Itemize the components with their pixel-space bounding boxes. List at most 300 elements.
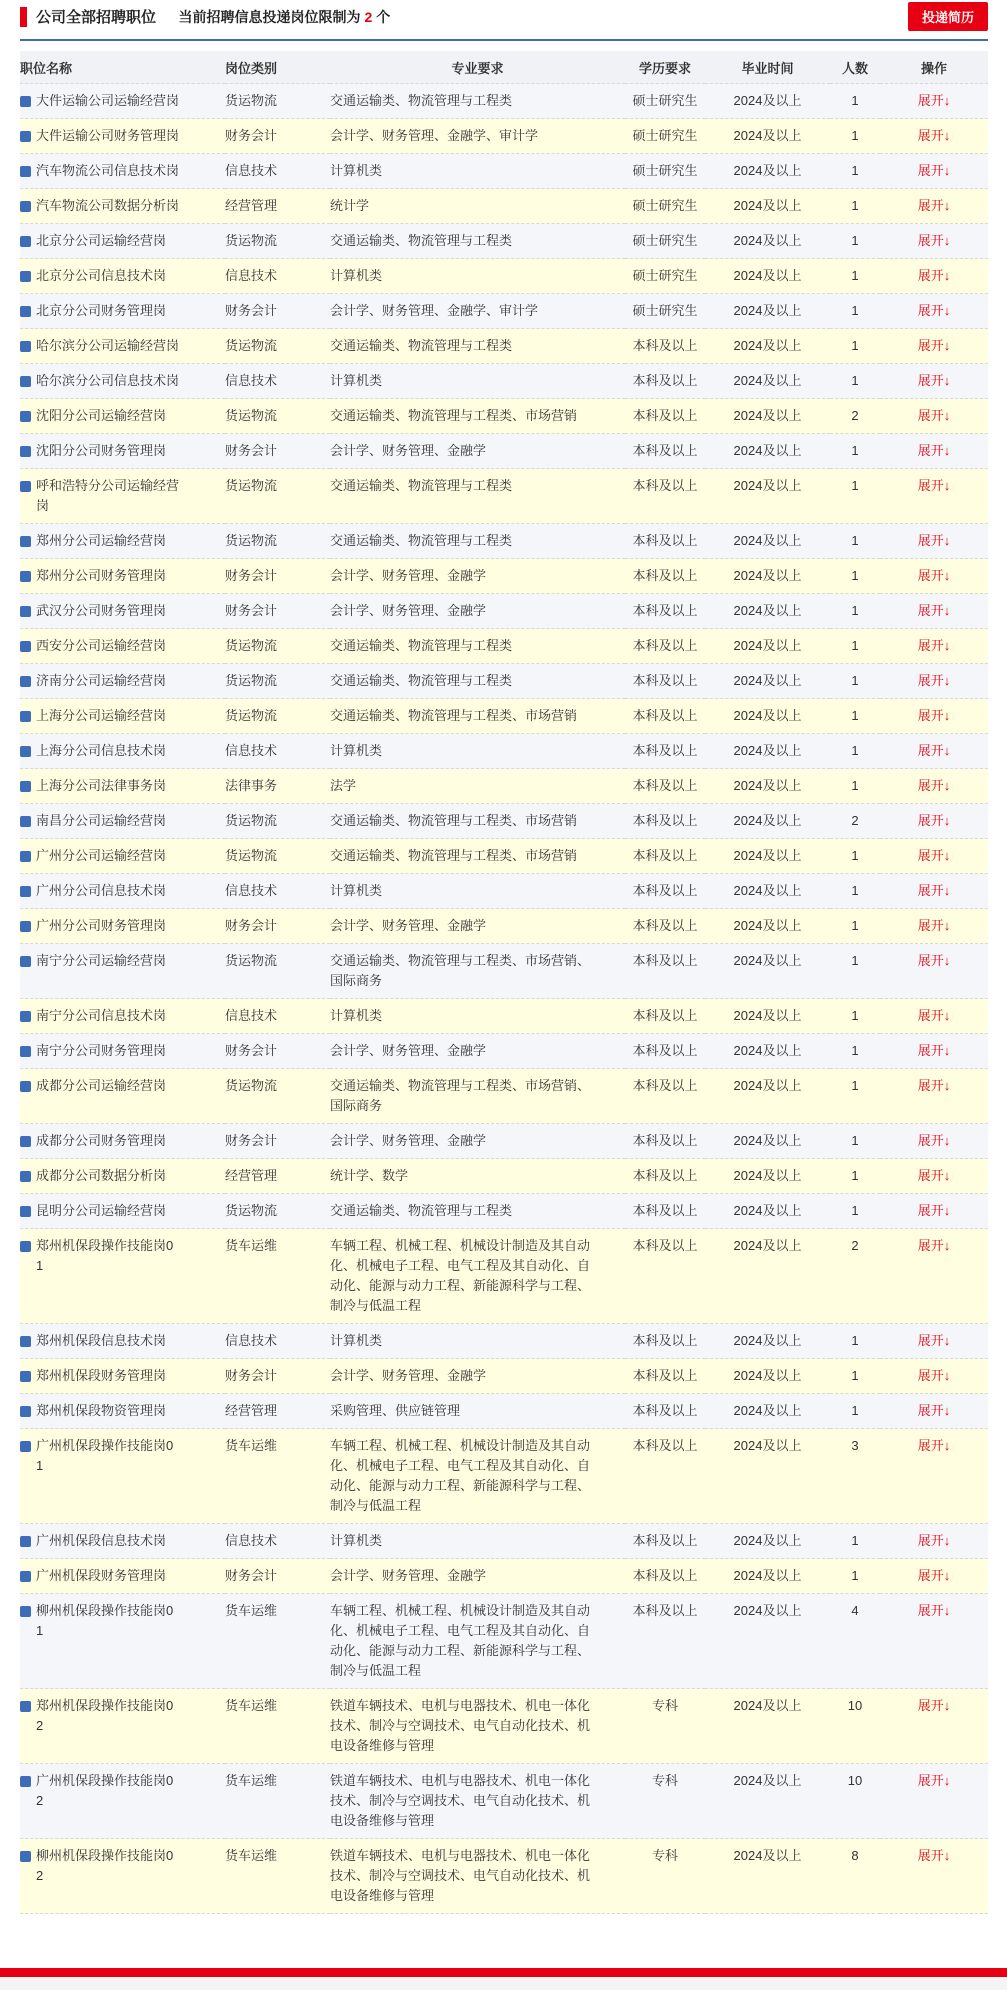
job-name-text: 大件运输公司财务管理岗: [36, 128, 180, 143]
cell-majors: [330, 909, 625, 944]
job-bullet-icon: [20, 306, 31, 317]
job-bullet-icon: [20, 1371, 31, 1382]
cell-count: 1: [830, 734, 880, 769]
majors-text: 交通运输类、物流管理与工程类: [330, 233, 513, 248]
job-name-text: 郑州机保段信息技术岗: [36, 1333, 167, 1348]
job-bullet-icon: [20, 1406, 31, 1417]
job-name-text: 郑州分公司运输经营岗: [36, 533, 167, 548]
cell-graduation: 2024及以上: [705, 664, 830, 699]
job-name-text: 广州分公司财务管理岗: [36, 918, 167, 933]
expand-link[interactable]: 展开↓: [917, 1438, 951, 1453]
cell-graduation: 2024及以上: [705, 294, 830, 329]
job-name-text: 上海分公司法律事务岗: [36, 778, 167, 793]
footer-gray-strip: [0, 1977, 1007, 1990]
cell-count: 1: [830, 1559, 880, 1594]
cell-action: [880, 909, 988, 944]
cell-action: [880, 1229, 988, 1324]
job-bullet-icon: [20, 816, 31, 827]
cell-majors: [330, 699, 625, 734]
cell-education: 硕士研究生: [625, 119, 705, 154]
cell-education: 本科及以上: [625, 524, 705, 559]
cell-category: 财务会计: [225, 909, 330, 944]
cell-count: 10: [830, 1764, 880, 1839]
title-accent-bar: [20, 7, 27, 27]
cell-majors: [330, 1524, 625, 1559]
cell-category: 货车运维: [225, 1839, 330, 1914]
expand-link[interactable]: 展开↓: [917, 198, 951, 213]
cell-action: [880, 154, 988, 189]
cell-action: [880, 699, 988, 734]
cell-count: 1: [830, 1069, 880, 1124]
cell-action: [880, 1159, 988, 1194]
expand-link[interactable]: 展开↓: [917, 848, 951, 863]
expand-link[interactable]: 展开↓: [917, 1043, 951, 1058]
job-name-text: 郑州分公司财务管理岗: [36, 568, 167, 583]
cell-majors: [330, 629, 625, 664]
submit-resume-button[interactable]: 投递简历: [908, 2, 988, 31]
cell-graduation: 2024及以上: [705, 1034, 830, 1069]
cell-count: 4: [830, 1594, 880, 1689]
cell-education: 本科及以上: [625, 1429, 705, 1524]
job-name-text: 郑州机保段操作技能岗02: [36, 1698, 174, 1733]
expand-link[interactable]: 展开↓: [917, 268, 951, 283]
expand-link[interactable]: 展开↓: [917, 1698, 951, 1713]
cell-education: 本科及以上: [625, 559, 705, 594]
job-name-text: 柳州机保段操作技能岗02: [36, 1848, 174, 1883]
job-name-text: 广州分公司信息技术岗: [36, 883, 167, 898]
job-name-text: 沈阳分公司运输经营岗: [36, 408, 167, 423]
majors-text: 会计学、财务管理、金融学: [330, 603, 487, 618]
cell-graduation: 2024及以上: [705, 469, 830, 524]
cell-position-name: [20, 329, 225, 364]
expand-link[interactable]: 展开↓: [917, 883, 951, 898]
cell-education: 本科及以上: [625, 594, 705, 629]
cell-majors: [330, 804, 625, 839]
cell-education: 硕士研究生: [625, 224, 705, 259]
cell-action: [880, 999, 988, 1034]
cell-count: 1: [830, 1359, 880, 1394]
cell-graduation: 2024及以上: [705, 224, 830, 259]
cell-count: 1: [830, 999, 880, 1034]
column-header-majors: 专业要求: [330, 51, 625, 84]
cell-education: 本科及以上: [625, 469, 705, 524]
majors-text: 交通运输类、物流管理与工程类: [330, 338, 513, 353]
cell-action: [880, 1394, 988, 1429]
cell-position-name: [20, 1069, 225, 1124]
cell-majors: [330, 1429, 625, 1524]
cell-action: [880, 364, 988, 399]
cell-majors: [330, 1764, 625, 1839]
majors-text: 交通运输类、物流管理与工程类: [330, 93, 513, 108]
cell-action: [880, 1839, 988, 1914]
cell-count: 1: [830, 909, 880, 944]
cell-count: 1: [830, 469, 880, 524]
cell-category: 货车运维: [225, 1429, 330, 1524]
cell-education: 本科及以上: [625, 364, 705, 399]
cell-count: 1: [830, 839, 880, 874]
job-bullet-icon: [20, 1336, 31, 1347]
majors-text: 会计学、财务管理、金融学、审计学: [330, 128, 539, 143]
cell-graduation: 2024及以上: [705, 1359, 830, 1394]
job-name-text: 汽车物流公司数据分析岗: [36, 198, 180, 213]
cell-education: 本科及以上: [625, 399, 705, 434]
column-header-count: 人数: [830, 51, 880, 84]
cell-graduation: 2024及以上: [705, 524, 830, 559]
cell-count: 1: [830, 944, 880, 999]
cell-position-name: [20, 1689, 225, 1764]
job-name-text: 哈尔滨分公司运输经营岗: [36, 338, 180, 353]
cell-position-name: [20, 189, 225, 224]
job-bullet-icon: [20, 1851, 31, 1862]
job-bullet-icon: [20, 1701, 31, 1712]
cell-position-name: [20, 119, 225, 154]
cell-graduation: 2024及以上: [705, 259, 830, 294]
cell-count: 1: [830, 874, 880, 909]
expand-link[interactable]: 展开↓: [917, 1133, 951, 1148]
table-row: [20, 1124, 988, 1159]
table-row: [20, 1034, 988, 1069]
cell-graduation: 2024及以上: [705, 699, 830, 734]
cell-position-name: [20, 629, 225, 664]
cell-category: 货运物流: [225, 839, 330, 874]
cell-majors: [330, 189, 625, 224]
table-row: [20, 594, 988, 629]
job-bullet-icon: [20, 746, 31, 757]
cell-count: 1: [830, 1034, 880, 1069]
expand-link[interactable]: 展开↓: [917, 953, 951, 968]
cell-majors: [330, 1689, 625, 1764]
majors-text: 交通运输类、物流管理与工程类: [330, 673, 513, 688]
table-row: [20, 999, 988, 1034]
expand-link[interactable]: 展开↓: [917, 568, 951, 583]
cell-position-name: [20, 909, 225, 944]
cell-category: 财务会计: [225, 1559, 330, 1594]
expand-link[interactable]: 展开↓: [917, 1403, 951, 1418]
expand-link[interactable]: 展开↓: [917, 813, 951, 828]
expand-link[interactable]: 展开↓: [917, 233, 951, 248]
cell-count: 1: [830, 189, 880, 224]
table-row: [20, 1689, 988, 1764]
job-name-text: 汽车物流公司信息技术岗: [36, 163, 180, 178]
cell-position-name: [20, 1324, 225, 1359]
cell-majors: [330, 839, 625, 874]
cell-graduation: 2024及以上: [705, 734, 830, 769]
cell-position-name: [20, 294, 225, 329]
expand-link[interactable]: 展开↓: [917, 303, 951, 318]
cell-education: 硕士研究生: [625, 84, 705, 119]
cell-majors: [330, 1359, 625, 1394]
expand-link[interactable]: 展开↓: [917, 478, 951, 493]
expand-link[interactable]: 展开↓: [917, 1533, 951, 1548]
cell-education: 本科及以上: [625, 1069, 705, 1124]
job-bullet-icon: [20, 446, 31, 457]
cell-graduation: 2024及以上: [705, 999, 830, 1034]
cell-majors: [330, 84, 625, 119]
cell-majors: [330, 734, 625, 769]
job-name-text: 北京分公司运输经营岗: [36, 233, 167, 248]
cell-category: 财务会计: [225, 1124, 330, 1159]
majors-text: 统计学: [330, 198, 370, 213]
job-bullet-icon: [20, 1241, 31, 1252]
cell-position-name: [20, 999, 225, 1034]
table-row: [20, 1069, 988, 1124]
expand-link[interactable]: 展开↓: [917, 1568, 951, 1583]
cell-action: [880, 1429, 988, 1524]
cell-graduation: 2024及以上: [705, 189, 830, 224]
cell-category: 货运物流: [225, 664, 330, 699]
expand-link[interactable]: 展开↓: [917, 1333, 951, 1348]
cell-majors: [330, 1839, 625, 1914]
table-row: [20, 1524, 988, 1559]
majors-text: 交通运输类、物流管理与工程类: [330, 638, 513, 653]
expand-link[interactable]: 展开↓: [917, 778, 951, 793]
cell-education: 硕士研究生: [625, 294, 705, 329]
expand-link[interactable]: 展开↓: [917, 373, 951, 388]
cell-category: 货车运维: [225, 1594, 330, 1689]
majors-text: 会计学、财务管理、金融学: [330, 1368, 487, 1383]
table-row: [20, 559, 988, 594]
job-bullet-icon: [20, 236, 31, 247]
cell-graduation: 2024及以上: [705, 769, 830, 804]
job-name-text: 郑州机保段财务管理岗: [36, 1368, 167, 1383]
majors-text: 铁道车辆技术、电机与电器技术、机电一体化技术、制冷与空调技术、电气自动化技术、机电设备维修与管理: [330, 1698, 591, 1753]
cell-count: 1: [830, 119, 880, 154]
majors-text: 铁道车辆技术、电机与电器技术、机电一体化技术、制冷与空调技术、电气自动化技术、机电设备维修与管理: [330, 1848, 591, 1903]
cell-count: 2: [830, 1229, 880, 1324]
cell-position-name: [20, 804, 225, 839]
cell-count: 1: [830, 329, 880, 364]
majors-text: 计算机类: [330, 883, 383, 898]
table-row: [20, 1159, 988, 1194]
table-row: [20, 1194, 988, 1229]
table-row: [20, 1359, 988, 1394]
expand-link[interactable]: 展开↓: [917, 638, 951, 653]
cell-graduation: 2024及以上: [705, 559, 830, 594]
cell-count: 2: [830, 804, 880, 839]
table-row: [20, 769, 988, 804]
cell-count: 1: [830, 1194, 880, 1229]
expand-link[interactable]: 展开↓: [917, 128, 951, 143]
majors-text: 会计学、财务管理、金融学、审计学: [330, 303, 539, 318]
job-bullet-icon: [20, 201, 31, 212]
job-bullet-icon: [20, 271, 31, 282]
job-name-text: 大件运输公司运输经营岗: [36, 93, 180, 108]
cell-position-name: [20, 364, 225, 399]
cell-graduation: 2024及以上: [705, 1524, 830, 1559]
cell-position-name: [20, 1429, 225, 1524]
expand-link[interactable]: 展开↓: [917, 1368, 951, 1383]
cell-action: [880, 1689, 988, 1764]
cell-count: 1: [830, 434, 880, 469]
cell-position-name: [20, 1194, 225, 1229]
table-row: [20, 434, 988, 469]
majors-text: 车辆工程、机械工程、机械设计制造及其自动化、机械电子工程、电气工程及其自动化、自动化、能源与动力工程、新能源科学与工程、制冷与低温工程: [330, 1438, 591, 1513]
cell-majors: [330, 1194, 625, 1229]
cell-education: 专科: [625, 1689, 705, 1764]
cell-count: 1: [830, 294, 880, 329]
cell-position-name: [20, 769, 225, 804]
cell-position-name: [20, 259, 225, 294]
table-row: [20, 664, 988, 699]
expand-link[interactable]: 展开↓: [917, 338, 951, 353]
majors-text: 会计学、财务管理、金融学: [330, 568, 487, 583]
expand-link[interactable]: 展开↓: [917, 1603, 951, 1618]
table-row: [20, 364, 988, 399]
cell-graduation: 2024及以上: [705, 364, 830, 399]
cell-action: [880, 524, 988, 559]
table-row: [20, 1839, 988, 1914]
majors-text: 计算机类: [330, 1533, 383, 1548]
job-name-text: 济南分公司运输经营岗: [36, 673, 167, 688]
table-row: [20, 469, 988, 524]
cell-graduation: 2024及以上: [705, 154, 830, 189]
cell-category: 财务会计: [225, 434, 330, 469]
job-name-text: 广州分公司运输经营岗: [36, 848, 167, 863]
cell-majors: [330, 664, 625, 699]
job-bullet-icon: [20, 131, 31, 142]
cell-graduation: 2024及以上: [705, 1324, 830, 1359]
cell-position-name: [20, 1159, 225, 1194]
table-row: [20, 1324, 988, 1359]
table-row: [20, 1394, 988, 1429]
cell-graduation: 2024及以上: [705, 909, 830, 944]
expand-link[interactable]: 展开↓: [917, 743, 951, 758]
cell-majors: [330, 874, 625, 909]
job-name-text: 南宁分公司财务管理岗: [36, 1043, 167, 1058]
expand-link[interactable]: 展开↓: [917, 708, 951, 723]
cell-graduation: 2024及以上: [705, 119, 830, 154]
expand-link[interactable]: 展开↓: [917, 603, 951, 618]
page-title: 公司全部招聘职位: [36, 9, 157, 26]
table-row: [20, 119, 988, 154]
job-name-text: 南宁分公司运输经营岗: [36, 953, 167, 968]
cell-position-name: [20, 224, 225, 259]
cell-count: 1: [830, 524, 880, 559]
cell-action: [880, 84, 988, 119]
cell-education: 本科及以上: [625, 1159, 705, 1194]
cell-education: 本科及以上: [625, 629, 705, 664]
majors-text: 车辆工程、机械工程、机械设计制造及其自动化、机械电子工程、电气工程及其自动化、自动化、能源与动力工程、新能源科学与工程、制冷与低温工程: [330, 1238, 591, 1313]
column-header-action: 操作: [880, 51, 988, 84]
cell-majors: [330, 154, 625, 189]
cell-education: 本科及以上: [625, 1229, 705, 1324]
cell-category: 信息技术: [225, 734, 330, 769]
job-bullet-icon: [20, 341, 31, 352]
expand-link[interactable]: 展开↓: [917, 673, 951, 688]
cell-majors: [330, 1324, 625, 1359]
majors-text: 交通运输类、物流管理与工程类、市场营销: [330, 408, 578, 423]
cell-count: 1: [830, 1524, 880, 1559]
cell-graduation: 2024及以上: [705, 1764, 830, 1839]
cell-action: [880, 944, 988, 999]
cell-majors: [330, 119, 625, 154]
expand-link[interactable]: 展开↓: [917, 1078, 951, 1093]
expand-link[interactable]: 展开↓: [917, 1238, 951, 1253]
cell-education: 本科及以上: [625, 944, 705, 999]
cell-count: 1: [830, 259, 880, 294]
job-bullet-icon: [20, 1776, 31, 1787]
cell-graduation: 2024及以上: [705, 434, 830, 469]
cell-graduation: 2024及以上: [705, 594, 830, 629]
table-row: [20, 1594, 988, 1689]
expand-link[interactable]: 展开↓: [917, 93, 951, 108]
cell-category: 财务会计: [225, 594, 330, 629]
cell-action: [880, 224, 988, 259]
expand-link[interactable]: 展开↓: [917, 1168, 951, 1183]
job-name-text: 哈尔滨分公司信息技术岗: [36, 373, 180, 388]
cell-action: [880, 1559, 988, 1594]
majors-text: 交通运输类、物流管理与工程类: [330, 478, 513, 493]
job-name-text: 呼和浩特分公司运输经营岗: [36, 478, 180, 513]
cell-majors: [330, 1034, 625, 1069]
page-subtitle: [178, 7, 390, 27]
expand-link[interactable]: 展开↓: [917, 163, 951, 178]
majors-text: 交通运输类、物流管理与工程类、市场营销: [330, 848, 578, 863]
cell-education: 本科及以上: [625, 1034, 705, 1069]
job-name-text: 昆明分公司运输经营岗: [36, 1203, 167, 1218]
job-bullet-icon: [20, 1206, 31, 1217]
job-name-text: 柳州机保段操作技能岗01: [36, 1603, 174, 1638]
cell-action: [880, 734, 988, 769]
expand-link[interactable]: 展开↓: [917, 408, 951, 423]
cell-majors: [330, 294, 625, 329]
expand-link[interactable]: 展开↓: [917, 1203, 951, 1218]
column-header-graduation: 毕业时间: [705, 51, 830, 84]
cell-category: 财务会计: [225, 1034, 330, 1069]
expand-link[interactable]: 展开↓: [917, 918, 951, 933]
cell-position-name: [20, 664, 225, 699]
cell-action: [880, 1764, 988, 1839]
majors-text: 会计学、财务管理、金融学: [330, 1133, 487, 1148]
expand-link[interactable]: 展开↓: [917, 1773, 951, 1788]
job-bullet-icon: [20, 376, 31, 387]
cell-category: 信息技术: [225, 259, 330, 294]
job-bullet-icon: [20, 921, 31, 932]
majors-text: 铁道车辆技术、电机与电器技术、机电一体化技术、制冷与空调技术、电气自动化技术、机电设备维修与管理: [330, 1773, 591, 1828]
cell-majors: [330, 434, 625, 469]
cell-education: 本科及以上: [625, 839, 705, 874]
cell-graduation: 2024及以上: [705, 1689, 830, 1764]
job-bullet-icon: [20, 96, 31, 107]
cell-action: [880, 329, 988, 364]
cell-position-name: [20, 594, 225, 629]
expand-link[interactable]: 展开↓: [917, 443, 951, 458]
cell-education: 本科及以上: [625, 874, 705, 909]
cell-education: 本科及以上: [625, 1394, 705, 1429]
majors-text: 计算机类: [330, 268, 383, 283]
cell-category: 货运物流: [225, 804, 330, 839]
expand-link[interactable]: 展开↓: [917, 1008, 951, 1023]
job-bullet-icon: [20, 166, 31, 177]
job-bullet-icon: [20, 571, 31, 582]
expand-link[interactable]: 展开↓: [917, 533, 951, 548]
job-name-text: 广州机保段信息技术岗: [36, 1533, 167, 1548]
cell-majors: [330, 1229, 625, 1324]
column-header-category: 岗位类别: [225, 51, 330, 84]
job-bullet-icon: [20, 1441, 31, 1452]
table-row: [20, 839, 988, 874]
cell-education: 本科及以上: [625, 664, 705, 699]
job-bullet-icon: [20, 886, 31, 897]
cell-majors: [330, 1124, 625, 1159]
cell-education: 本科及以上: [625, 1594, 705, 1689]
cell-count: 2: [830, 399, 880, 434]
cell-graduation: 2024及以上: [705, 1429, 830, 1524]
cell-education: 专科: [625, 1764, 705, 1839]
cell-count: 1: [830, 224, 880, 259]
expand-link[interactable]: 展开↓: [917, 1848, 951, 1863]
cell-category: 经营管理: [225, 1394, 330, 1429]
